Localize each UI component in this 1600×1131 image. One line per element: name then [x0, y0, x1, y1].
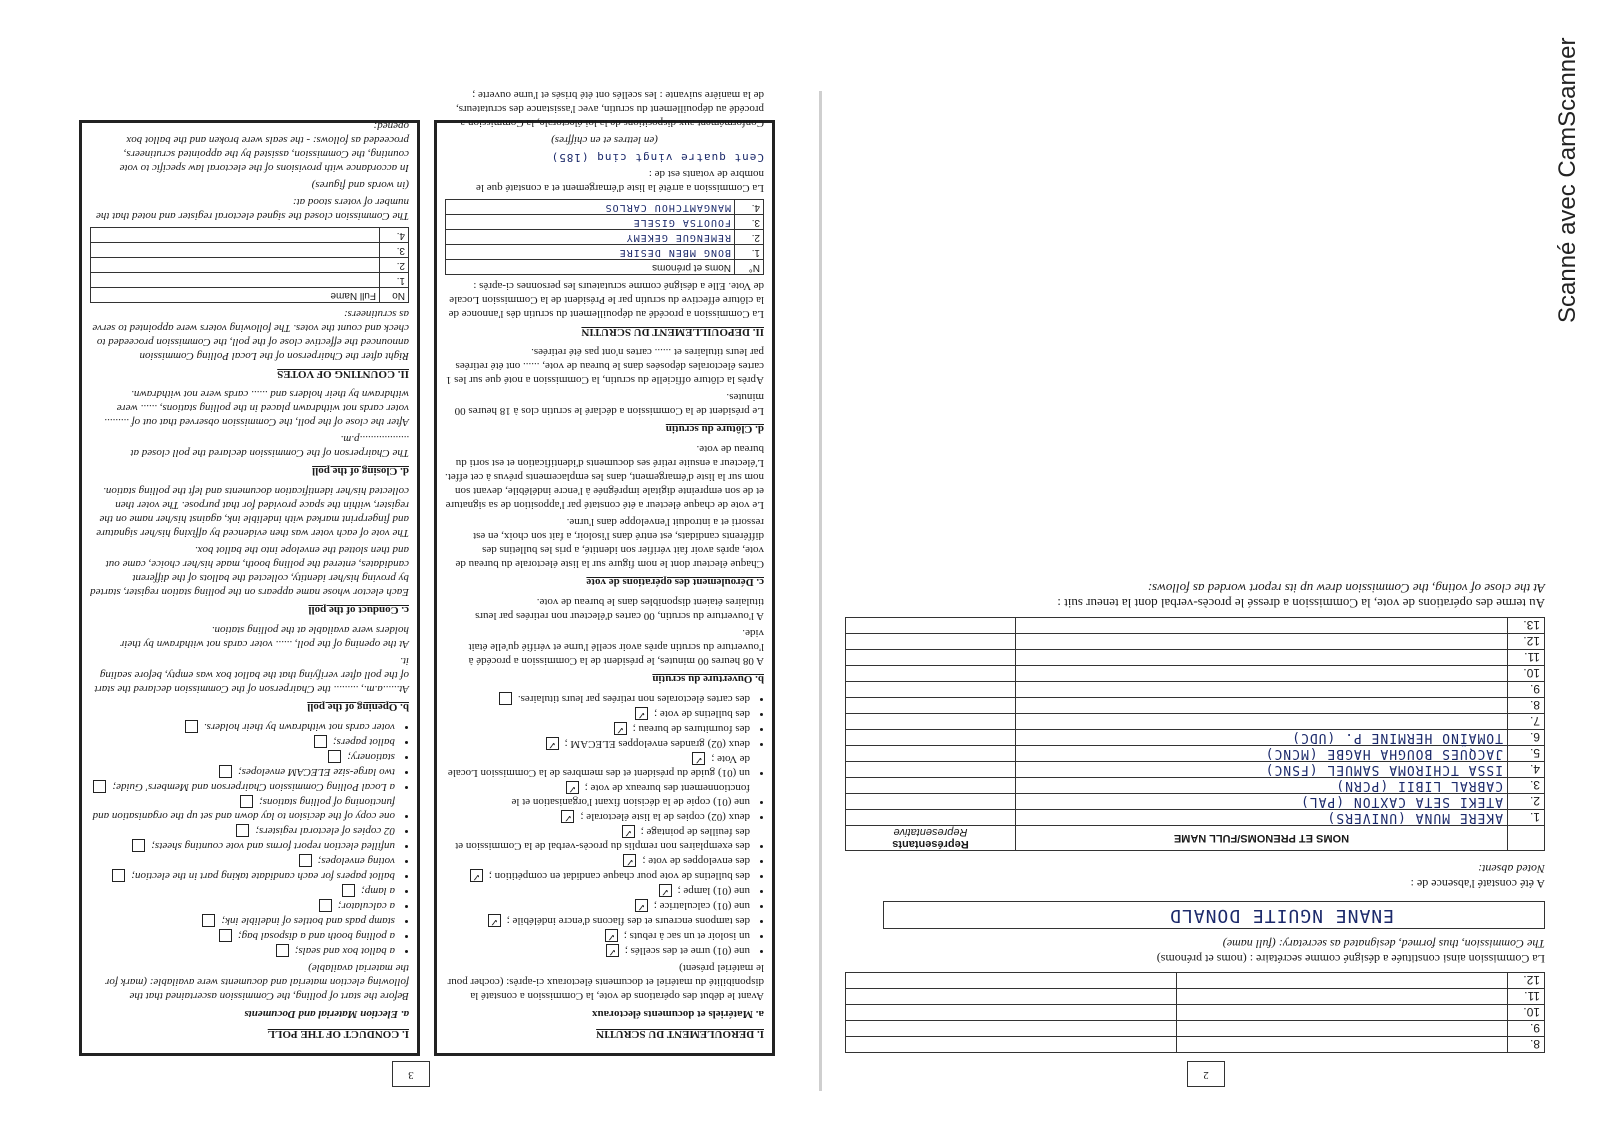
checklist-item-label: une (01) urne et des scellés ; — [624, 945, 750, 957]
text-line: A 08 heures 00 minutes, le président de la Commission a procédé à l'ouverture du scrutin après avoir scellé l'urne et vérifié qu'elle était vide. — [468, 627, 764, 667]
row-number: 9. — [1508, 1021, 1545, 1037]
scrutineer-name: REMENGUE GEKEMY — [446, 230, 735, 245]
table-row — [846, 682, 1545, 698]
table-row — [846, 634, 1545, 650]
row-number: 10. — [1508, 666, 1545, 682]
row-cell — [846, 746, 1016, 762]
section-heading: c. Conduct of the poll — [308, 604, 409, 616]
checklist-item-label: 02 copies of electoral registers; — [255, 825, 395, 837]
text-line: N° — [735, 260, 764, 275]
checklist-item — [90, 869, 395, 883]
checklist-item-label: a calculator; — [337, 900, 395, 912]
row-number: 1. — [380, 273, 409, 288]
section-heading: I. CONDUCT OF THE POLL — [267, 1028, 409, 1040]
text-line: The Commission, thus formed, designated as secretary: (full name) — [1222, 937, 1545, 951]
representative-name — [1015, 698, 1507, 714]
section-heading: II. COUNTING OF VOTES — [277, 368, 409, 380]
row-number: 12. — [1508, 634, 1545, 650]
representative-name — [1015, 666, 1507, 682]
checkbox[interactable] — [236, 824, 249, 837]
checklist-item-label: une (01) copie de la décision fixant l'organisation et le fonctionnement des bureaux de vote ; — [511, 782, 750, 808]
checkbox[interactable]: ✓ — [566, 781, 579, 794]
checkbox[interactable]: ✓ — [692, 752, 705, 765]
text-line: Chaque électeur dont le nom figure sur la liste électorale du bureau de vote, après avoir fait vérifier son identité, a pris les bulletins des différents candidats, est entré dans l'isoloir, a fait son choix, en est ressorti et a introduit l'enveloppe dans l'urne. — [455, 516, 764, 570]
row-cell — [846, 762, 1016, 778]
row-number: 3. — [1508, 778, 1545, 794]
row-cell — [846, 989, 1177, 1005]
scrutineer-name — [91, 243, 380, 258]
checklist-item — [445, 929, 750, 943]
checkbox[interactable]: ✓ — [606, 944, 619, 957]
row-number: 1. — [1508, 810, 1545, 826]
section-heading: II. DEPOUILLEMENT DU SCRUTIN — [581, 326, 764, 338]
checkbox[interactable]: ✓ — [622, 825, 635, 838]
voters-count: Cent quatre vingt cinq (185) — [550, 151, 764, 164]
checkbox[interactable] — [219, 929, 232, 942]
row-number: 1. — [735, 245, 764, 260]
checkbox[interactable] — [319, 899, 332, 912]
text-line: La Commission ainsi constituée a désigné comme secrétaire : (noms et prénoms) — [1156, 952, 1545, 966]
checkbox[interactable]: ✓ — [488, 914, 501, 927]
representative-name — [1015, 714, 1507, 730]
checklist-item — [90, 765, 395, 779]
checklist-item — [445, 692, 750, 706]
table-row — [846, 730, 1545, 746]
text-line: Noms et prénoms — [446, 260, 735, 275]
page-2 — [845, 81, 1545, 1091]
table-row — [446, 215, 764, 230]
checklist-item — [445, 722, 750, 736]
checklist-item — [90, 929, 395, 943]
table-row — [846, 650, 1545, 666]
section-heading: c. Déroulement des opérations de vote — [586, 576, 764, 588]
text-line: Le vote de chaque électeur a été constaté par l'apposition de sa signature et de son empreinte digitale imprégnée à l'encre indélébile, devant son nom sur la liste d'émargement, dans les emplacements prévus à cet effet. L'électeur a ensuite retiré ses documents d'identification et est sorti du bureau de vote. — [445, 443, 764, 511]
checkbox[interactable]: ✓ — [623, 854, 636, 867]
checklist-item — [445, 752, 750, 780]
representative-name — [1015, 682, 1507, 698]
row-number: 11. — [1508, 989, 1545, 1005]
secretary-name: ENANE NGUITE DONALD — [1169, 905, 1394, 926]
row-cell — [1177, 1037, 1508, 1053]
row-cell — [846, 682, 1016, 698]
reps-header-names: NOMS ET PRENOMS/FULL NAME — [1015, 826, 1507, 851]
english-column — [79, 120, 420, 1056]
checkbox[interactable] — [499, 692, 512, 705]
text-line: At......a.m., ......... the Chairperson of the Commission declared the start of the poll after verifying that the ballot box was empty, before sealing it. — [94, 655, 409, 695]
row-cell — [1177, 1005, 1508, 1021]
row-number: 8. — [1508, 1037, 1545, 1053]
checklist-item-label: stamp pads and bottles of indelible ink; — [221, 915, 395, 927]
row-cell — [846, 794, 1016, 810]
representative-name: AKERE MUNA (UNIVERS) — [1015, 810, 1507, 826]
text-line: (in words and figures) — [311, 179, 409, 191]
representative-name: ATEKI SETA CAXTON (PAL) — [1015, 794, 1507, 810]
section-heading: a. Matériels et documents électoraux — [592, 1008, 764, 1020]
checklist-item-label: des enveloppes de vote ; — [642, 855, 750, 867]
table-row — [846, 714, 1545, 730]
row-number: 9. — [1508, 682, 1545, 698]
text-line: Full Name — [91, 288, 380, 303]
checklist-item — [90, 780, 395, 794]
text-line: The Chairperson of the Commission declared the poll closed at ..................p.m. — [130, 433, 409, 459]
checkbox[interactable] — [219, 765, 232, 778]
row-number: 5. — [1508, 746, 1545, 762]
table-row — [91, 243, 409, 258]
table-row — [846, 618, 1545, 634]
checklist-item-label: voting envelopes; — [317, 855, 395, 867]
checklist-item — [90, 944, 395, 958]
absence-label — [885, 861, 1545, 891]
page-number: 2 — [1187, 1061, 1225, 1087]
text-line: Après la clôture officielle du scrutin, la Commission a noté que sur les 1 cartes électorales déposées dans le bureau de vote, ...... ont été retirées par leurs titulaires et ...... cartes n'ont pas été retirées. — [445, 346, 764, 386]
checkbox[interactable] — [314, 735, 327, 748]
row-cell — [846, 650, 1016, 666]
checklist-item — [90, 750, 395, 764]
text-line: Au terme des opérations de vote, la Commission a dressé le procès-verbal dont la teneur suit : — [1057, 596, 1545, 611]
representatives-table — [845, 617, 1545, 851]
text-line: At the close of voting, the Commission drew up its report worded as follows: — [1147, 581, 1545, 596]
table-row — [846, 666, 1545, 682]
row-number: 3. — [380, 243, 409, 258]
secretary-label — [885, 936, 1545, 966]
section-heading: b. Opening of the poll — [307, 701, 409, 713]
scrutineer-name: BONG MBEN DESIRE — [446, 245, 735, 260]
checklist-item — [90, 884, 395, 898]
table-row — [91, 273, 409, 288]
checklist-item — [90, 735, 395, 749]
checklist-item-label: deux (02) copies de la liste électorale ; — [580, 811, 750, 823]
row-number: 8. — [1508, 698, 1545, 714]
page-fold — [819, 91, 822, 1091]
section-heading: I. DEROULEMENT DU SCRUTIN — [596, 1028, 764, 1040]
table-row — [446, 200, 764, 215]
scrutineers-table-en — [90, 227, 409, 303]
table-row — [846, 1005, 1545, 1021]
row-cell — [846, 810, 1016, 826]
text-line: (en lettres et en chiffres) — [551, 134, 658, 146]
checkbox[interactable]: ✓ — [659, 884, 672, 897]
checkbox[interactable] — [276, 944, 289, 957]
checkbox[interactable] — [342, 884, 355, 897]
text-line: No — [380, 288, 409, 303]
text-line: La Commission a procédé au dépouillement du scrutin dès l'annonce de la clôture effective du scrutin par le Président de la Commission Locale de Vote. Elle a désigné comme scrutateurs les personnes ci-après : — [448, 280, 764, 320]
checkbox[interactable]: ✓ — [561, 810, 574, 823]
representative-name: ISSA TCHIROMA SAMUEL (FSNC) — [1015, 762, 1507, 778]
representative-name: JACQUES BOUGHA HAGBE (MCNC) — [1015, 746, 1507, 762]
checklist-item-label: a lamp; — [361, 885, 395, 897]
row-number: 3. — [735, 215, 764, 230]
checkbox[interactable]: ✓ — [635, 899, 648, 912]
checkbox[interactable] — [132, 839, 145, 852]
checkbox[interactable] — [299, 854, 312, 867]
representative-name — [1015, 618, 1507, 634]
text-line: A l'ouverture du scrutin, 00 cartes d'électeur non retirées par leurs titulaires étaient disponibles dans le bureau de vote. — [475, 596, 764, 622]
checkbox[interactable] — [112, 869, 125, 882]
checklist-item — [445, 781, 750, 809]
section-heading: b. Ouverture du scrutin — [652, 673, 764, 685]
checklist-item-label: stationery; — [347, 751, 395, 763]
text-line: Représentants — [892, 838, 969, 850]
row-cell — [1177, 989, 1508, 1005]
table-row — [846, 794, 1545, 810]
text-line: Before the start of polling, the Commission ascertained that the following election material and documents were available: (mark for the material available) — [105, 962, 409, 1002]
table-row — [91, 228, 409, 243]
row-number: 10. — [1508, 1005, 1545, 1021]
representative-name — [1015, 634, 1507, 650]
row-cell — [846, 666, 1016, 682]
checklist-item — [90, 914, 395, 928]
section-heading: d. Clôture du scrutin — [665, 423, 764, 435]
scrutineer-name — [91, 228, 380, 243]
text-line: At the opening of the poll, ...... voter cards not withdrawn by their holders were available at the polling station. — [120, 624, 409, 650]
row-cell — [846, 618, 1016, 634]
row-cell — [846, 698, 1016, 714]
secretary-name-box — [883, 901, 1545, 929]
checklist-item-label: one copy of the decision to lay down and set up the organisation and functioning of polling stations; — [92, 796, 395, 822]
table-row — [846, 746, 1545, 762]
checklist-item — [90, 899, 395, 913]
row-cell — [846, 973, 1177, 989]
text-line: Each elector whose name appears on the polling station register, started by proving his/her identity, collected the ballots of the different candidates, entered the polling booth, made his/her choice, came out and then slotted the envelope into the ballot box. — [90, 544, 409, 598]
checklist-item-label: un (01) guide du président et des membres de la Commission Locale de Vote ; — [447, 753, 750, 779]
row-number: 4. — [1508, 762, 1545, 778]
checklist-item-label: a Local Polling Commission Chairperson and Members' Guide; — [112, 781, 395, 793]
row-cell — [846, 1037, 1177, 1053]
scrutineer-name: FOUOTSA GISELE — [446, 215, 735, 230]
section-heading: d. Closing of the poll — [312, 465, 409, 477]
text-line: Representative — [893, 826, 968, 838]
checklist-item — [445, 854, 750, 868]
row-cell — [846, 1005, 1177, 1021]
text-line: Right after the Chairperson of the Local Polling Commission announced the effective close of the poll, the Commission proceeded to check and count the votes. The following voters were appointed to serve as scrutineers: — [92, 308, 409, 362]
text-line: The vote of each voter was then evidenced by affixing his/her signature and fingerprint marked with indelible ink, against his/her name on the register, within the space provided for that purpose. The voter then collected his/her identification documents and left the polling station. — [96, 485, 409, 539]
checklist-item — [445, 869, 750, 883]
checklist-item — [90, 824, 395, 838]
checklist-item-label: une (01) calculatrice ; — [653, 900, 750, 912]
checklist-item-label: voter cards not withdrawn by their holders. — [203, 721, 395, 733]
row-number: 2. — [735, 230, 764, 245]
checklist-item-label: des exemplaires non remplis du procès-verbal de la Commission et des feuilles de pointage ; — [455, 826, 750, 852]
checklist-item-label: a polling booth and a disposal bag; — [237, 930, 395, 942]
table-row — [846, 810, 1545, 826]
row-cell — [846, 730, 1016, 746]
text-line: Conformément aux dispositions de la loi électorale, la Commission a procédé au dépouillement du scrutin, avec l'assistance des scrutateurs, de la manière suivante : les scellés ont été brisés et l'urne ouverte ; — [455, 89, 764, 129]
scrutineer-name — [91, 273, 380, 288]
checklist-item — [445, 707, 750, 721]
text-line: La Commission a arrêté la liste d'émargement et a constaté que le nombre de votants est de : — [476, 168, 764, 194]
page-3 — [40, 81, 780, 1091]
checklist-item-label: ballot papers; — [332, 736, 395, 748]
table-row — [846, 698, 1545, 714]
checklist-item — [90, 795, 395, 823]
text-line: Avant le début des opérations de vote, la Commission a constaté la disponibilité du matériel et documents électoraux ci-après: (cocher pour le matériel présent) — [447, 962, 764, 1002]
scrutineers-table-fr — [445, 199, 764, 275]
text-line: Le président de la Commission a déclaré le scrutin clos à 18 heures 00 minutes. — [454, 391, 764, 417]
checkbox[interactable]: ✓ — [635, 707, 648, 720]
representative-name — [1015, 650, 1507, 666]
table-row — [846, 762, 1545, 778]
scrutineer-name: MANGAMTCHOU CARLOS — [446, 200, 735, 215]
representative-name: CABRAL LIBII (PCRN) — [1015, 778, 1507, 794]
checklist-item-label: des bulletins de vote pour chaque candidat en compétition ; — [488, 870, 750, 882]
row-number: 7. — [1508, 714, 1545, 730]
checklist-item-label: une (01) lampe ; — [677, 885, 750, 897]
checklist-item — [90, 839, 395, 853]
checklist-item — [445, 737, 750, 751]
row-cell — [846, 634, 1016, 650]
checkbox[interactable]: ✓ — [546, 737, 559, 750]
row-number: 4. — [735, 200, 764, 215]
checkbox[interactable] — [185, 720, 198, 733]
checklist-item-label: two large-size ELECAM envelopes; — [238, 766, 395, 778]
checklist-item-label: ballot papers for each candidate taking part in the election; — [131, 870, 395, 882]
table-row — [446, 230, 764, 245]
checkbox[interactable]: ✓ — [470, 869, 483, 882]
report-intro — [885, 581, 1545, 611]
table-row — [846, 778, 1545, 794]
table-row — [846, 1021, 1545, 1037]
checklist-item — [445, 825, 750, 853]
checklist-item-label: des fournitures de bureau ; — [632, 723, 750, 735]
checklist-item — [445, 810, 750, 824]
checklist-item-label: a ballot box and seals; — [294, 945, 395, 957]
row-cell — [1177, 1021, 1508, 1037]
members-table-continued — [845, 972, 1545, 1053]
table-row — [846, 989, 1545, 1005]
checkbox[interactable]: ✓ — [605, 929, 618, 942]
checklist-item — [90, 720, 395, 734]
row-cell — [846, 778, 1016, 794]
representative-name: TOMAÏNO HERMINE P. (UDC) — [1015, 730, 1507, 746]
text-line: Noted absent: — [1478, 862, 1545, 876]
table-row — [846, 973, 1545, 989]
checklist-item-label: des bulletins de vote ; — [654, 708, 750, 720]
row-cell — [846, 714, 1016, 730]
checkbox[interactable] — [328, 750, 341, 763]
row-number: 11. — [1508, 650, 1545, 666]
page-number: 3 — [392, 1061, 430, 1087]
checklist-item — [90, 854, 395, 868]
checkbox[interactable] — [240, 795, 253, 808]
row-number: 2. — [380, 258, 409, 273]
row-number: 6. — [1508, 730, 1545, 746]
checklist-item-label: un isoloir et un sac à rebuts ; — [623, 930, 750, 942]
row-number: 2. — [1508, 794, 1545, 810]
checklist-item-label: deux (02) grandes enveloppes ELECAM ; — [564, 738, 750, 750]
row-cell — [1177, 973, 1508, 989]
text-line: After the close of the poll, the Commission observed that out of ......... voter cards not withdrawn placed in the polling stations, ...... were withdrawn by their holders and ...... cards were not withdrawn. — [104, 388, 409, 428]
row-number: 12. — [1508, 973, 1545, 989]
table-row — [446, 245, 764, 260]
french-column — [434, 89, 775, 1056]
checkbox[interactable] — [93, 780, 106, 793]
scrutineer-name — [91, 258, 380, 273]
section-heading: a. Election Material and Documents — [244, 1008, 409, 1020]
text-line: The Commission closed the signed electoral register and noted that the number of voters stood at: — [95, 196, 409, 222]
row-number: 13. — [1508, 618, 1545, 634]
checklist-item — [445, 944, 750, 958]
table-row — [846, 1037, 1545, 1053]
row-number: 4. — [380, 228, 409, 243]
checklist-item — [445, 914, 750, 928]
text-line: In accordance with provisions of the electoral law specific to vote counting, the Commission, assisted by the appointed scrutineers, proceeded as follows: - the seals were broken and the ballot box opened; — [119, 120, 409, 174]
checkbox[interactable] — [202, 914, 215, 927]
checklist-item-label: des tampons encreurs et des flacons d'encre indélébile ; — [506, 915, 750, 927]
checklist-item-label: des cartes électorales non retirées par leurs titulaires. — [517, 693, 750, 705]
checklist-item — [445, 899, 750, 913]
row-cell — [846, 1021, 1177, 1037]
table-row — [91, 258, 409, 273]
text-line: A été constaté l'absence de : — [1410, 877, 1545, 891]
checkbox[interactable]: ✓ — [614, 722, 627, 735]
camscanner-watermark: Scanné avec CamScanner — [1554, 37, 1581, 323]
checklist-item — [445, 884, 750, 898]
checklist-item-label: unfilled election report forms and vote counting sheets; — [151, 840, 395, 852]
reps-header-representative — [846, 826, 1016, 851]
